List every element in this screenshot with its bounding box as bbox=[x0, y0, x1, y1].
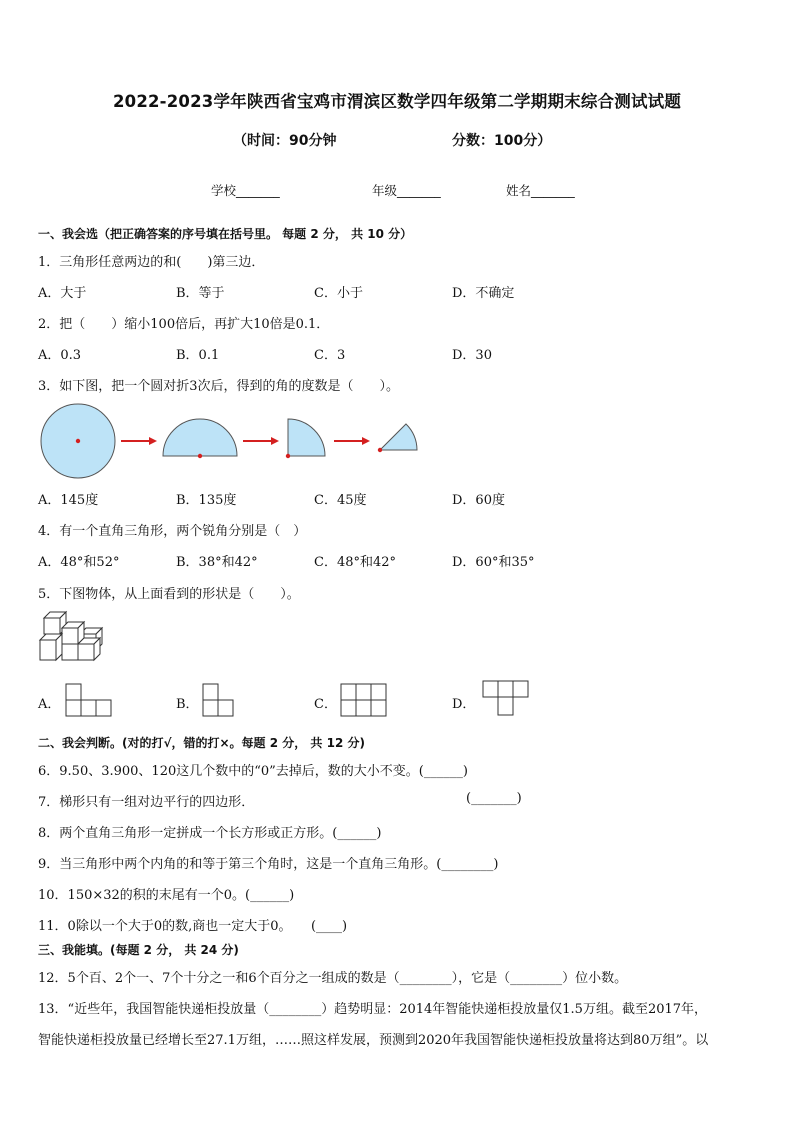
judgement-item: 11．0除以一个大于0的数,商也一定大于0。 (____) bbox=[38, 919, 348, 934]
option-a: A．145度 bbox=[38, 493, 99, 508]
fill-item: 12．5个百、2个一、7个十分之一和6个百分之一组成的数是（________），它是（________）位小数。 bbox=[38, 971, 628, 986]
judgement-item: 8．两个直角三角形一定拼成一个长方形或正方形。(______) bbox=[38, 826, 382, 841]
question-text: 3．如下图，把一个圆对折3次后，得到的角的度数是（ ）。 bbox=[38, 379, 400, 394]
option-b: B．0.1 bbox=[176, 348, 220, 363]
option-d-shape bbox=[482, 680, 530, 718]
option-c: C．3 bbox=[314, 348, 346, 363]
judgement-item: 7．梯形只有一组对边平行的四边形． bbox=[38, 795, 255, 810]
arrow-icon bbox=[243, 437, 279, 445]
option-c-shape bbox=[340, 683, 390, 717]
option-b: B．等于 bbox=[176, 286, 225, 301]
option-a: A． bbox=[38, 697, 61, 712]
quarter-circle bbox=[288, 419, 325, 456]
name-field: 姓名_______ bbox=[506, 183, 575, 198]
option-b-shape bbox=[202, 683, 236, 717]
option-a-shape bbox=[65, 683, 113, 717]
fill-item-continued: 智能快递柜投放量已经增长至27.1万组，……照这样发展，预测到2020年我国智能快递柜投放量将达到80万组”。以 bbox=[38, 1033, 709, 1048]
option-c: C．45度 bbox=[314, 493, 367, 508]
question-text: 5．下图物体，从上面看到的形状是（ ）。 bbox=[38, 587, 300, 602]
option-c: C． bbox=[314, 697, 337, 712]
judgement-item: 9．当三角形中两个内角的和等于第三个角时，这是一个直角三角形。(________) bbox=[38, 857, 499, 872]
option-c: C．48°和42° bbox=[314, 555, 397, 570]
section-heading: 三、我能填。(每题 2 分， 共 24 分) bbox=[38, 943, 239, 957]
grade-field: 年级_______ bbox=[372, 183, 441, 198]
option-a: A．大于 bbox=[38, 286, 87, 301]
question-text: 4．有一个直角三角形，两个锐角分别是（ ） bbox=[38, 524, 307, 539]
option-d: D．60度 bbox=[452, 493, 505, 508]
half-circle bbox=[163, 419, 237, 456]
question-text: 1．三角形任意两边的和( )第三边． bbox=[38, 255, 265, 270]
option-d: D． bbox=[452, 697, 476, 712]
option-b: B．38°和42° bbox=[176, 555, 258, 570]
option-b: B．135度 bbox=[176, 493, 237, 508]
judgement-item: 6．9.50、3.900、120这几个数中的“0”去掉后，数的大小不变。(______) bbox=[38, 764, 468, 779]
cube-stack-figure bbox=[38, 610, 110, 664]
center-dot bbox=[286, 454, 290, 458]
page-title: 2022-2023学年陕西省宝鸡市渭滨区数学四年级第二学期期末综合测试试题 bbox=[112, 92, 682, 111]
option-a: A．0.3 bbox=[38, 348, 82, 363]
eighth-circle bbox=[380, 424, 417, 450]
option-d: D．60°和35° bbox=[452, 555, 535, 570]
option-a: A．48°和52° bbox=[38, 555, 120, 570]
center-dot bbox=[198, 454, 202, 458]
arrow-icon bbox=[121, 437, 157, 445]
question-text: 2．把（ ）缩小100倍后，再扩大10倍是0.1． bbox=[38, 317, 330, 332]
fill-item: 13．“近些年，我国智能快递柜投放量（________）趋势明显：2014年智能快递柜投放量仅1.5万组。截至2017年， bbox=[38, 1002, 708, 1017]
option-d: D．30 bbox=[452, 348, 492, 363]
section-heading: 二、我会判断。(对的打√，错的打×。每题 2 分， 共 12 分) bbox=[38, 736, 365, 750]
exam-score: 分数：100分） bbox=[452, 133, 552, 149]
option-c: C．小于 bbox=[314, 286, 363, 301]
arrow-icon bbox=[334, 437, 370, 445]
exam-time: （时间：90分钟 bbox=[233, 133, 337, 149]
option-b: B． bbox=[176, 697, 199, 712]
judgement-item: 10．150×32的积的末尾有一个0。(______) bbox=[38, 888, 295, 903]
center-dot bbox=[378, 448, 382, 452]
circle-folding-figure bbox=[38, 402, 423, 482]
section-heading: 一、我会选（把正确答案的序号填在括号里。 每题 2 分， 共 10 分） bbox=[38, 227, 413, 241]
center-dot bbox=[76, 439, 80, 443]
school-field: 学校_______ bbox=[211, 183, 280, 198]
option-d: D．不确定 bbox=[452, 286, 515, 301]
answer-blank: (_______) bbox=[466, 791, 522, 806]
